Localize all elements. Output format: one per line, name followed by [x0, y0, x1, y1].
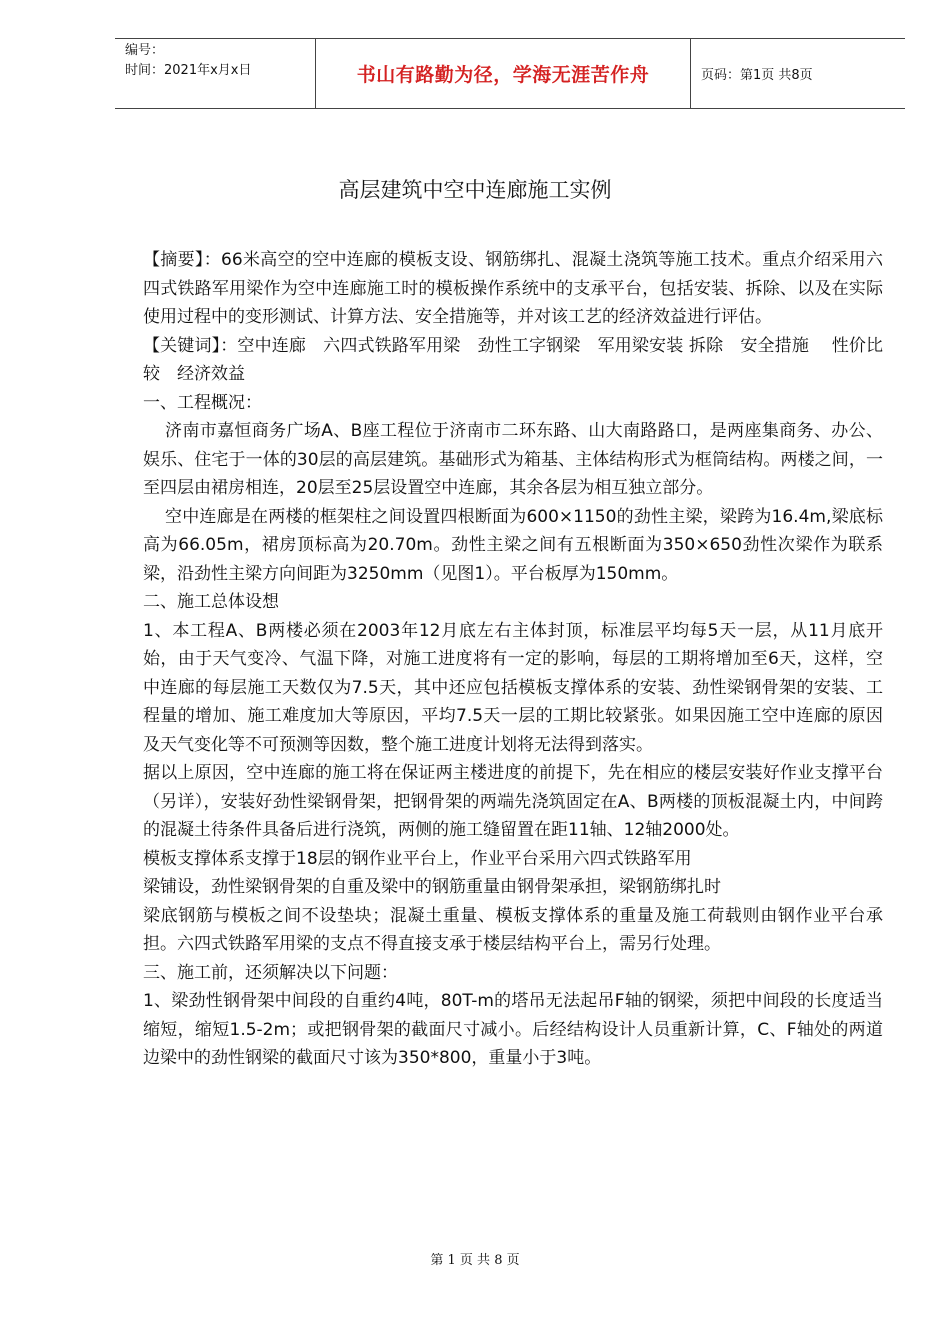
body-paragraph: 1、梁劲性钢骨架中间段的自重约4吨，80T-m的塔吊无法起吊F轴的钢梁，须把中间段的长度适当缩短，缩短1.5-2m；或把钢骨架的截面尺寸减小。后经结构设计人员重新计算，C、F轴处的两道边梁中的劲性钢梁的截面尺寸该为350*800，重量小于3吨。 — [143, 991, 883, 1068]
document-body — [143, 246, 883, 1073]
body-paragraph: 1、本工程A、B两楼必须在2003年12月底左右主体封顶，标准层平均每5天一层，从11月底开始，由于天气变冷、气温下降，对施工进度将有一定的影响，每层的工期将增加至6天，这样，空中连廊的每层施工天数仅为7.5天，其中还应包括模板支撑体系的安装、劲性梁钢骨架的安装、工程量的增加、施工难度加大等原因，平均7.5天一层的工期比较紧张。如果因施工空中连廊的原因及天气变化等不可预测等因数，整个施工进度计划将无法得到落实。 — [143, 620, 883, 755]
body-paragraph: 据以上原因，空中连廊的施工将在保证两主楼进度的前提下，先在相应的楼层安装好作业支撑平台（另详），安装好劲性梁钢骨架，把钢骨架的两端先浇筑固定在A、B两楼的顶板混凝土内，中间跨的混凝土待条件具备后进行浇筑，两侧的施工缝留置在距11轴、12轴2000处。 — [143, 763, 883, 840]
header-number-label: 编号： — [125, 43, 165, 58]
section-heading-2: 二、施工总体设想 — [143, 592, 279, 612]
body-paragraph: 济南市嘉恒商务广场A、B座工程位于济南市二环东路、山大南路路口，是两座集商务、办公、娱乐、住宅于一体的30层的高层建筑。基础形式为箱基、主体结构形式为框筒结构。两楼之间，一至四层由裙房相连，20层至25层设置空中连廊，其余各层为相互独立部分。 — [143, 421, 883, 498]
body-paragraph: 梁铺设，劲性梁钢骨架的自重及梁中的钢筋重量由钢骨架承担，梁钢筋绑扎时 — [143, 877, 721, 897]
page-footer: 第 1 页 共 8 页 — [430, 1253, 520, 1268]
body-paragraph: 空中连廊是在两楼的框架柱之间设置四根断面为600×1150的劲性主梁，梁跨为16.4m,梁底标高为66.05m，裙房顶标高为20.70m。劲性主梁之间有五根断面为350×650劲性次梁作为联系梁，沿劲性主梁方向间距为3250mm（见图1）。平台板厚为150mm。 — [143, 506, 883, 584]
header-left-cell — [115, 39, 316, 108]
abstract-paragraph: 【摘要】：66米高空的空中连廊的模板支设、钢筋绑扎、混凝土浇筑等施工技术。重点介绍采用六四式铁路军用梁作为空中连廊施工时的模板操作系统中的支承平台，包括安装、拆除、以及在实际使用过程中的变形测试、计算方法、安全措施等，并对该工艺的经济效益进行评估。 — [143, 250, 883, 327]
header-page-info: 页码：第1页 共8页 — [701, 68, 813, 83]
body-paragraph: 梁底钢筋与模板之间不设垫块；混凝土重量、模板支撑体系的重量及施工荷载则由钢作业平台承担。六四式铁路军用梁的支点不得直接支承于楼层结构平台上，需另行处理。 — [143, 905, 883, 954]
keywords-paragraph: 【关键词】：空中连廊 六四式铁路军用梁 劲性工字钢梁 军用梁安装 拆除 安全措施 性价比较 经济效益 — [143, 335, 883, 384]
header-motto: 书山有路勤为径，学海无涯苦作舟 — [356, 64, 650, 86]
header-motto-cell — [316, 39, 691, 108]
header-table — [115, 38, 905, 109]
section-heading-3: 三、施工前，还须解决以下问题： — [143, 962, 398, 983]
body-paragraph: 模板支撑体系支撑于18层的钢作业平台上，作业平台采用六四式铁路军用 — [143, 848, 692, 869]
header-page-cell — [691, 39, 905, 108]
document-title: 高层建筑中空中连廊施工实例 — [338, 178, 612, 202]
section-heading-1: 一、工程概况： — [143, 392, 262, 413]
header-time-label: 时间：2021年x月x日 — [125, 63, 252, 78]
